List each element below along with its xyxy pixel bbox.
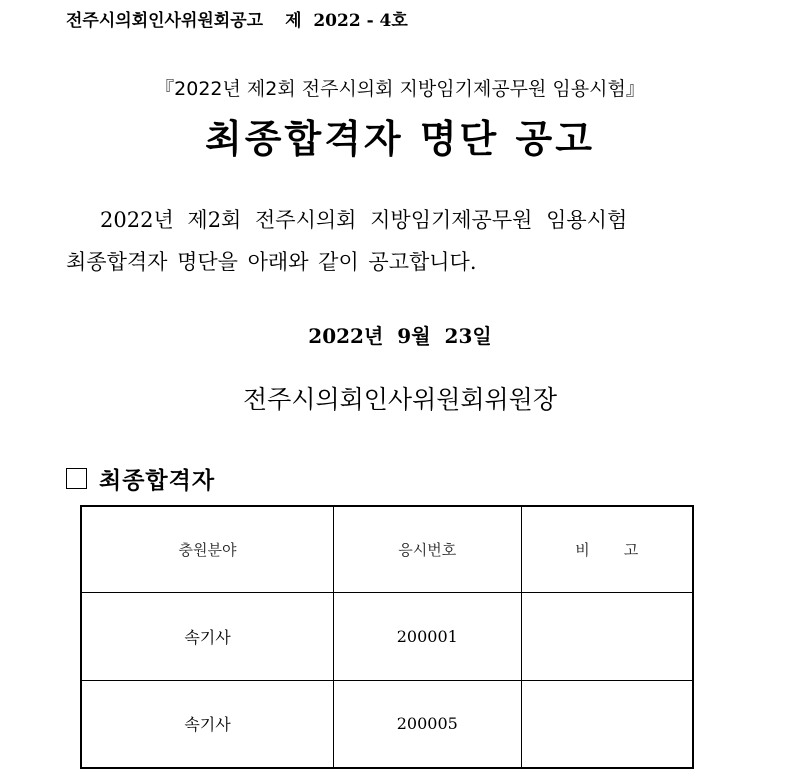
table-row: [81, 592, 693, 680]
exam-subtitle: 『2022년 제2회 전주시의회 지방임기제공무원 임용시험』: [155, 78, 645, 100]
header-note-part-2: 고: [623, 540, 639, 559]
section-label: 최종합격자: [99, 467, 216, 494]
table-header-row: [81, 506, 693, 592]
header-note: [521, 506, 693, 592]
row-field: 속기사: [81, 592, 334, 680]
page-title: 최종합격자 명단 공고: [205, 116, 595, 161]
section-heading: [66, 462, 215, 495]
date-year: 2022년: [308, 324, 384, 348]
row-note: [521, 680, 693, 768]
header-number: 응시번호: [334, 506, 521, 592]
date-day: 23일: [444, 324, 492, 348]
results-table: [80, 505, 694, 769]
table-row: [81, 680, 693, 768]
notice-number: [66, 6, 408, 31]
header-field: 충원분야: [81, 506, 334, 592]
issuer-name: 전주시의회인사위원회위원장: [243, 385, 557, 414]
row-number: 200005: [334, 680, 521, 768]
body-text-line-1: 2022년 제2회 전주시의회 지방임기제공무원 임용시험: [100, 208, 628, 232]
header-note-part-1: 비: [575, 540, 590, 559]
date-month: 9월: [397, 324, 431, 348]
notice-issuer-label: 전주시의회인사위원회공고: [66, 11, 264, 31]
checkbox-square-icon: [66, 468, 87, 489]
row-number: 200001: [334, 592, 521, 680]
body-text-line-2: 최종합격자 명단을 아래와 같이 공고합니다.: [66, 250, 477, 274]
notice-date: [0, 320, 800, 349]
row-field: 속기사: [81, 680, 334, 768]
row-note: [521, 592, 693, 680]
notice-number-value: 제 2022 - 4호: [285, 11, 408, 31]
